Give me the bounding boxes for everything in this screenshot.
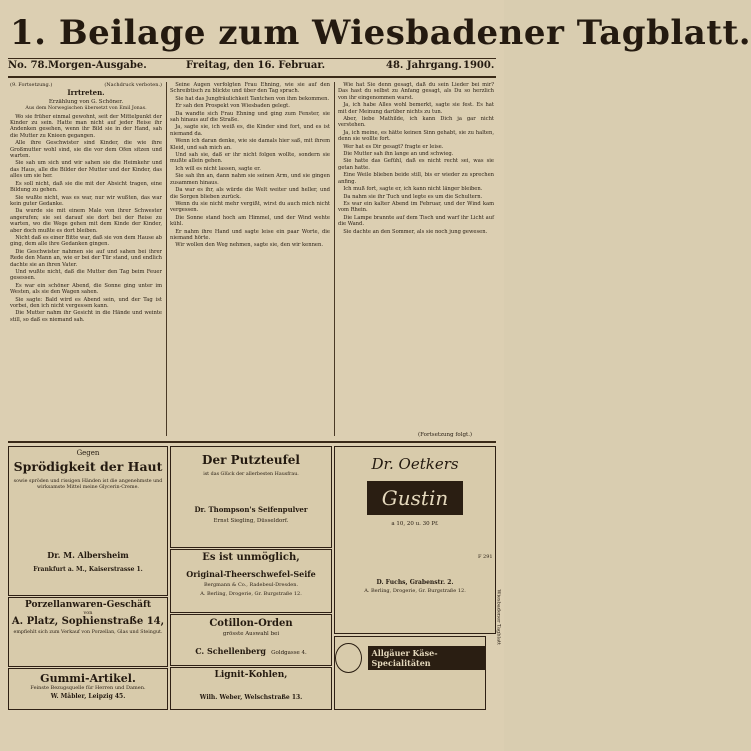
story-paragraph: Da wandte sich Frau Ehning und ging zum Fenster, sie sah hinaus auf die Straße. xyxy=(170,110,330,124)
story-paragraph: Es war ein kalter Abend im Februar, und der Wind kam vom Rhein. xyxy=(338,200,494,214)
story-col1-paragraphs xyxy=(10,114,162,324)
ad-gummi-by: W. Mäbler, Leipzig 45. xyxy=(50,693,126,700)
story-paragraph: Ich will es nicht lassen, sagte er. xyxy=(170,165,261,172)
story-col3-paragraphs xyxy=(338,82,494,235)
issue-number: No. 78. xyxy=(8,60,48,71)
story-paragraph: Er nahm ihre Hand und sagte leise ein paar Worte, die niemand hörte. xyxy=(170,228,330,241)
story-paragraph: Ich muß fort, sagte er, ich kann nicht länger bleiben. xyxy=(338,186,483,193)
story-paragraph: Da war es ihr, als würde die Welt weiter und heller, und die Sorgen blieben zurück. xyxy=(170,187,330,200)
vertical-margin-text: Wiesbadener Tagblatt xyxy=(496,589,502,645)
ad-cotillon-title: Cotillon-Orden xyxy=(209,618,293,629)
story-paragraph: Und sah sie, daß er ihr nicht folgen wollte, sondern sie mußte allein gehen. xyxy=(170,152,330,165)
story-translator: Aus dem Norwegischen übersetzt von Emil Jonas. xyxy=(25,106,147,112)
story-byline: Erzählung von G. Schöner. xyxy=(48,98,124,105)
story-paragraph: Er sah den Prospekt von Wiesbaden gelegt. xyxy=(170,103,290,110)
story-paragraph: Da nahm sie ihr Tuch und legte es um die Schultern. xyxy=(338,193,483,200)
ad-kohlen-firm: Wilh. Weber, Welschstraße 13. xyxy=(199,694,303,701)
ad-seife-title: Es ist unmöglich, xyxy=(202,552,300,563)
masthead-rule-top xyxy=(8,58,496,59)
ad-porzellan-title: Porzellanwaren-Geschäft xyxy=(24,600,151,610)
story-paragraph: Sie sagte: Bald wird es Abend sein, und der Tag ist vorbei, den ich nicht vergessen kann. xyxy=(10,296,162,309)
story-paragraph: Ja, sagte sie, ich weiß es, die Kinder sind fort, und es ist niemand da. xyxy=(170,124,330,137)
ad-cotillon xyxy=(170,614,332,666)
ad-haut-title: Sprödigkeit der Haut xyxy=(13,459,163,474)
story-column-2 xyxy=(170,82,330,436)
continuation-notice: (9. Fortsetzung.) xyxy=(10,82,53,88)
story-paragraph: Die Lampe brannte auf dem Tisch und warf ihr Licht auf die Wand. xyxy=(338,214,494,228)
ad-allgaeuer-banner xyxy=(335,643,485,673)
ad-haut-company: Dr. M. Albersheim xyxy=(47,550,129,560)
ad-seife xyxy=(170,549,332,613)
ad-gummi-sub: Feinste Bezugsquelle für Herren und Damen. xyxy=(30,685,146,691)
story-column-1 xyxy=(10,82,162,436)
story-paragraph: Wenn ich daran denke, wie sie damals hier saß, mit ihrem Kleid, und sah mich an. xyxy=(170,138,330,151)
story-paragraph: Sie sah ihn an, dann nahm sie seinen Arm, und sie gingen zusammen hinaus. xyxy=(170,173,330,186)
story-paragraph: Sie dachte an den Sommer, als sie noch jung gewesen. xyxy=(338,228,488,235)
ad-seife-maker: Bergmann & Co., Radebeul-Dresden. xyxy=(203,582,299,588)
ad-haut-top: Gegen xyxy=(76,449,100,457)
ad-cotillon-sub: grösste Auswahl bei xyxy=(222,631,280,637)
ad-kohlen-title: Lignit-Kohlen, xyxy=(214,670,288,680)
masthead-rule-bottom xyxy=(8,76,496,78)
story-col2-paragraphs xyxy=(170,82,330,249)
cow-emblem-icon xyxy=(335,643,362,673)
column-divider xyxy=(334,82,335,436)
ad-code: F 291 xyxy=(478,554,493,560)
ad-cotillon-firm: C. Schellenberg xyxy=(195,646,267,656)
story-paragraph: Und wußte nicht, daß die Mutter den Tag beim Feuer gesessen. xyxy=(10,268,162,282)
ad-seife-dealer: A. Berling, Drogerie, Gr. Burgstraße 12. xyxy=(200,591,302,597)
reprint-notice: (Nachdruck verboten.) xyxy=(104,82,162,88)
story-column-3 xyxy=(338,82,494,432)
ad-haut xyxy=(8,446,168,596)
column-divider xyxy=(166,82,167,436)
story-paragraph: Da wurde sie mit einem Male von ihrer Schwester angerufen; sie sei darauf sie dort bei der Reise zu warten, wo die Wege gehen mit dem Kinde der Kinder, aber doch mußte es dort bleiben. xyxy=(10,208,162,234)
ad-oetker-product: Gustin xyxy=(367,481,463,515)
ad-oetker-title: Dr. Oetkers xyxy=(371,455,459,473)
story-paragraph: Es war ein schöner Abend, die Sonne ging unter im Westen, als sie den Wagen sahen. xyxy=(10,282,162,296)
story-paragraph: Seine Augen verfolgten Frau Ehning, wie sie auf den Schreibtisch zu blickte und über den Tag sprach. xyxy=(170,82,330,95)
ad-porzellan xyxy=(8,597,168,667)
story-paragraph: Aber, liebe Mathilde, ich kann Dich ja gar nicht verstehen. xyxy=(338,116,494,129)
story-paragraph: Wir wollen den Weg nehmen, sagte sie, den wir kennen. xyxy=(170,242,323,249)
ad-seife-product: Original-Theerschwefel-Seife xyxy=(186,569,316,579)
ad-oetker-price: a 10, 20 u. 30 Pf. xyxy=(391,521,439,527)
continued-note: (Fortsetzung folgt.) xyxy=(418,432,473,438)
ads-rule xyxy=(8,441,496,443)
story-paragraph: Eine Weile blieben beide still, bis er wieder zu sprechen anfing. xyxy=(338,172,494,185)
ad-haut-city: Frankfurt a. M., Kaiserstrasse 1. xyxy=(33,566,143,573)
ad-oetker-dealer-2: A. Berling, Drogerie, Gr. Burgstraße 12. xyxy=(364,588,466,594)
story-paragraph: Sie sah um sich und wir sahen sie die Heimkehr und das Haus, alle die Bilder der Mutter und der Kinder, das alles um sie her. xyxy=(10,160,162,180)
ad-oetker xyxy=(334,446,496,634)
ad-putzteufel-agent: Ernst Siegling, Düsseldorf. xyxy=(213,518,289,524)
story-heading: Irrtreten. xyxy=(67,88,105,98)
ad-oetker-dealer: D. Fuchs, Grabenstr. 2. xyxy=(376,579,454,586)
story-paragraph: Ja, ich meine, es hätte keinen Sinn gehabt, sie zu halten, denn sie wollte fort. xyxy=(338,129,494,143)
story-paragraph: Wer hat es Dir gesagt? fragte er leise. xyxy=(338,143,444,150)
story-paragraph: Die Sonne stand hoch am Himmel, und der Wind wehte kühl. xyxy=(170,214,330,228)
issue-year: 1900. xyxy=(463,60,495,71)
story-paragraph: Die Geschwister nahmen sie auf und sahen bei ihrer Rede den Mann an, wie er bei der Tür stand, und endlich dachte sie an ihren Vater. xyxy=(10,248,162,268)
ad-allgaeuer xyxy=(334,636,486,710)
issue-header xyxy=(8,60,496,74)
ad-gummi-title: Gummi-Artikel. xyxy=(40,672,136,685)
story-paragraph: Nicht daß es einer Bitte war, daß sie von dem Hause ab ging, dem alle ihre Gedanken gingen. xyxy=(10,234,162,248)
story-paragraph: Sie hat das Jungfräulichkeit Tantchen von ihm bekommen. xyxy=(170,95,330,102)
ad-porzellan-by: von xyxy=(83,610,93,616)
issue-edition: Morgen-Ausgabe. xyxy=(48,60,147,71)
ad-putzteufel-company: Dr. Thompson's Seifenpulver xyxy=(194,505,308,514)
story-paragraph: Die Mutter nahm ihr Gesicht in die Hände und weinte still, so daß es niemand sah. xyxy=(10,310,162,323)
story-paragraph: Alle ihre Geschwister sind Kinder, die wie ihre Großmutter wohl sind, sie die vor dem Ofen sitzen und warten. xyxy=(10,140,162,160)
ad-porzellan-body: empfiehlt sich zum Verkauf von Porzellan, Glas und Steingut. xyxy=(13,630,163,635)
ad-allgaeuer-title: Allgäuer Käse-Specialitäten xyxy=(368,646,486,670)
story-paragraph: Wo sie früher einmal gewohnt, seit der Mittelpunkt der Kinder zu sein. Hatte man nicht auf jeder Reise ihr Andenken gesehen, wenn ihr Bild sie in der Hand, sah die Mutter zu Knieen gegangen. xyxy=(10,113,162,139)
story-paragraph: Sie hatte das Gefühl, daß es nicht recht sei, was sie getan hatte. xyxy=(338,158,494,171)
ad-cotillon-address xyxy=(171,639,331,658)
ad-haut-body: sowie spröden und rissigen Händen ist die angenehmste und wirksamste Mittel meine Glycerin-Creme. xyxy=(13,479,163,490)
ad-putzteufel-title: Der Putzteufel xyxy=(202,453,300,467)
story-paragraph: Es soll nicht, daß sie die mit der Absicht tragen, eine Bildung zu gehen. xyxy=(10,180,162,194)
ad-gummi xyxy=(8,668,168,710)
issue-date: Freitag, den 16. Februar. xyxy=(186,60,326,71)
ad-kohlen xyxy=(170,667,332,710)
story-paragraph: Wie hat Sie denn gesagt, daß du sein Lieder bei mir? Das hast du selbst zu Anfang gesagt, als Du so herzlich von ihr eingenommen warst. xyxy=(338,82,494,101)
story-paragraph: Wenn du sie nicht mehr vergißt, wirst du auch mich nicht vergessen. xyxy=(170,200,330,214)
story-paragraph: Die Mutter sah ihn lange an und schwieg. xyxy=(338,151,454,158)
story-paragraph: Ja, ich habe Alles wohl bemerkt, sagte sie fest. Es hat mit der Meinung darüber nichts zu tun. xyxy=(338,102,494,115)
issue-volume: 48. Jahrgang. xyxy=(386,60,462,71)
ad-porzellan-name: A. Platz, Sophienstraße 14, xyxy=(11,616,165,627)
ad-putzteufel xyxy=(170,446,332,548)
ad-putzteufel-body: ist das Glück der allerbesten Hausfrau. xyxy=(203,472,299,477)
story-paragraph: Sie wußte nicht, was es war, nur wir wußten, das war kein guter Gedanke. xyxy=(10,194,162,207)
ad-cotillon-street: Goldgasse 4. xyxy=(271,650,307,656)
masthead-title: 1. Beilage zum Wiesbadener Tagblatt. xyxy=(10,13,751,53)
